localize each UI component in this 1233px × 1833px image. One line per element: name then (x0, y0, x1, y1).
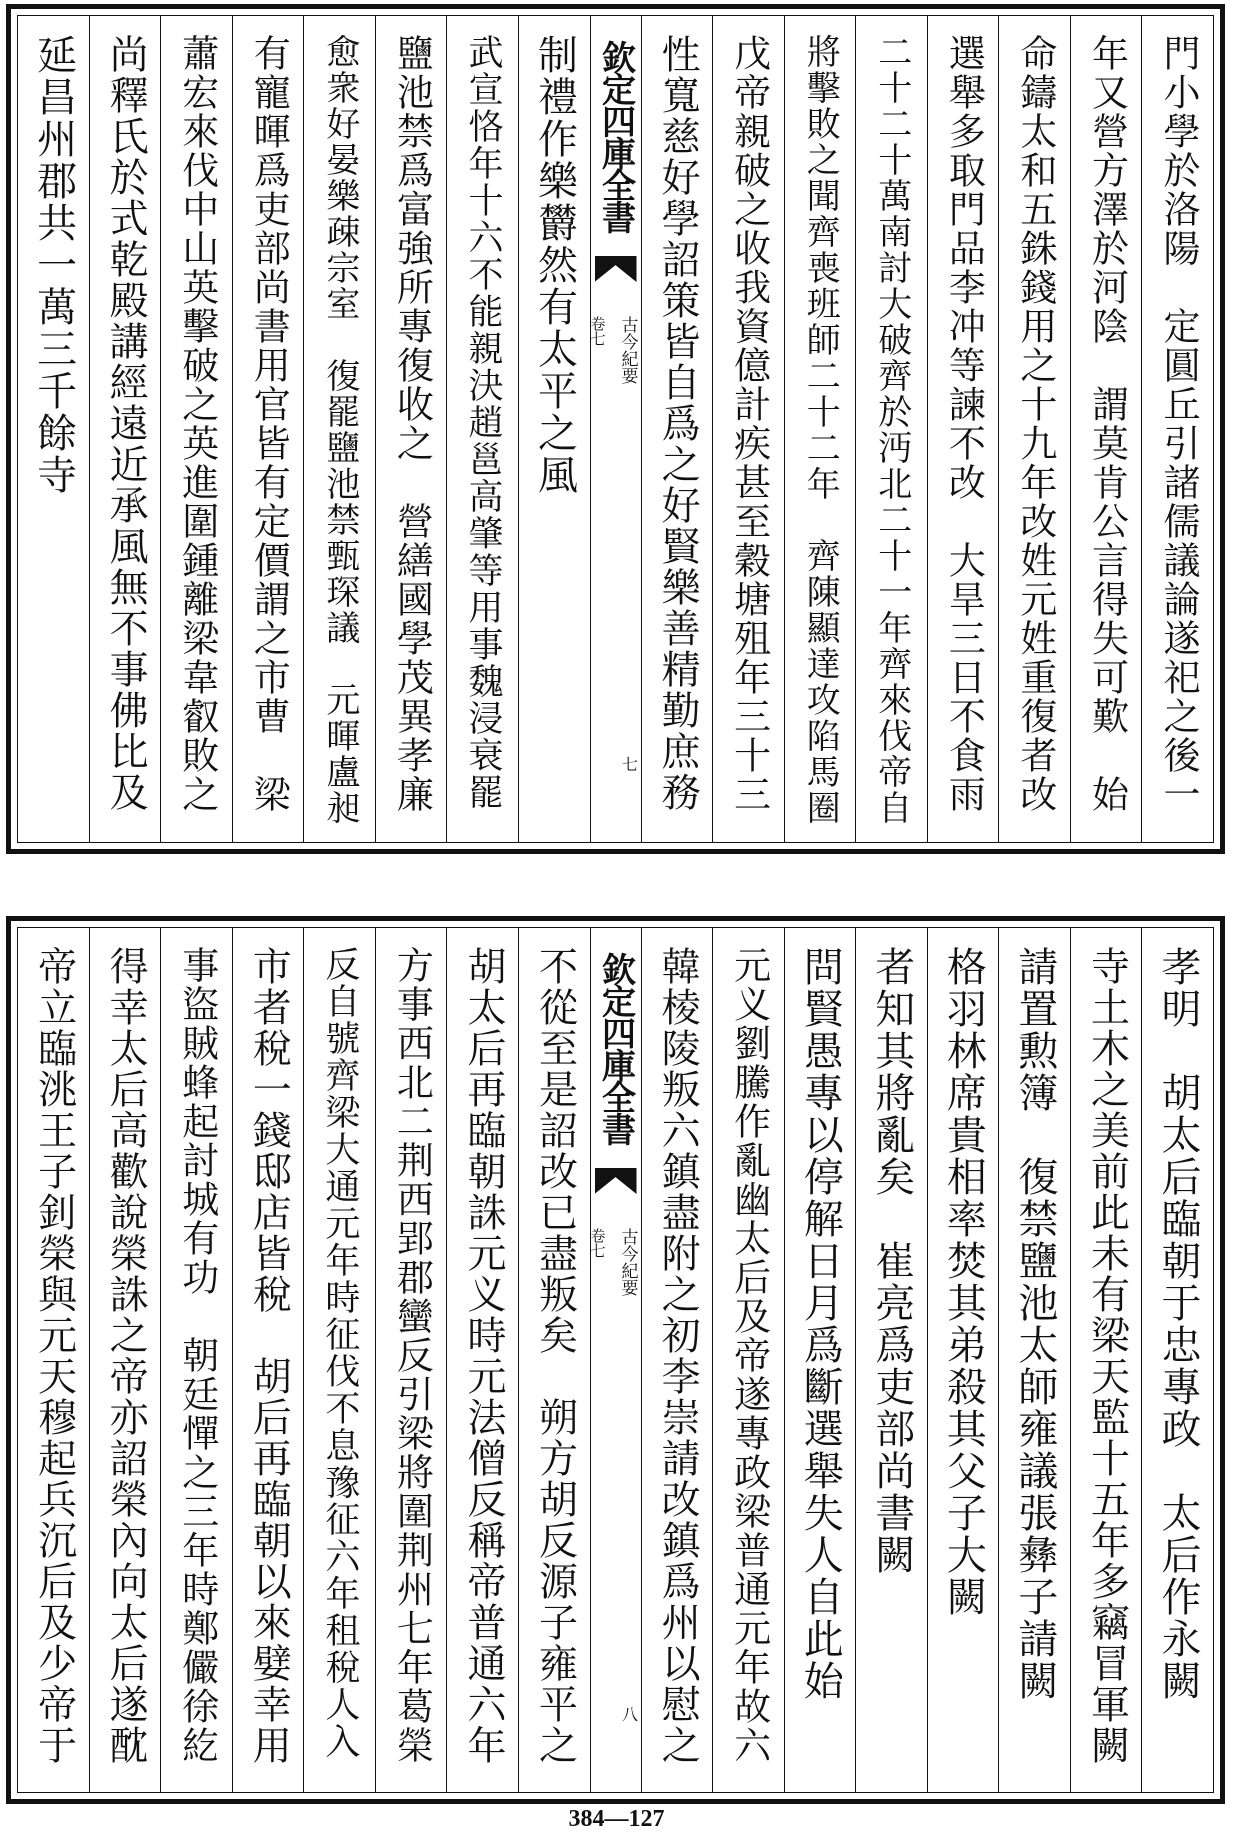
lower-columns (18, 928, 1213, 1792)
spine-title: 古今紀要 (617, 1228, 638, 1296)
text-column: 有寵暉爲吏部尚書用官皆有定價謂之市曹 梁 (232, 16, 304, 842)
spine-title: 古今紀要 (617, 316, 638, 384)
text-column: 門小學於洛陽 定圓丘引諸儒議論遂祀之後一 (1141, 16, 1213, 842)
center-spine (590, 928, 641, 1792)
text-column: 胡太后再臨朝誅元义時元法僧反稱帝普通六年 (446, 928, 518, 1792)
spine-page-number: 七 (619, 756, 639, 772)
text-column: 性寬慈好學詔策皆自爲之好賢樂善精勤庶務 (641, 16, 713, 842)
text-column: 市者稅一錢邸店皆稅 胡后再臨朝以來嬖幸用 (232, 928, 304, 1792)
text-column: 蕭宏來伐中山英擊破之英進圍鍾離梁韋叡敗之 (160, 16, 232, 842)
upper-page (6, 4, 1225, 854)
text-column: 尚釋氏於式乾殿講經遠近承風無不事佛比及 (89, 16, 161, 842)
text-column: 二十二十萬南討大破齊於沔北二十一年齊來伐帝自 (855, 16, 927, 842)
text-column: 帝立臨洮王子釗榮與元天穆起兵沉后及少帝于 (31, 946, 77, 1766)
fishtail-mark-icon (595, 256, 637, 282)
lower-page-frame (17, 927, 1214, 1793)
text-column: 孝明 胡太后臨朝于忠專政 太后作永闕 (1141, 928, 1213, 1792)
text-column: 反自號齊梁大通元年時征伐不息豫征六年租稅人入 (303, 928, 375, 1792)
text-column: 格羽林席貴相率焚其弟殺其父子大闕 (927, 928, 999, 1792)
text-column: 戊帝親破之收我資億計疾甚至穀塘殂年三十三 (712, 16, 784, 842)
text-column: 不從至是詔改已盡叛矣 朔方胡反源子雍平之 (518, 928, 590, 1792)
text-column: 延昌州郡共一萬三千餘寺 (30, 34, 77, 496)
text-column: 制禮作樂欝然有太平之風 (518, 16, 590, 842)
text-column: 將擊敗之聞齊喪班師二十二年 齊陳顯達攻陷馬圈 (784, 16, 856, 842)
text-column: 武宣恪年十六不能親決趙邕高肇等用事魏浸衰罷 (446, 16, 518, 842)
center-spine (590, 16, 641, 842)
text-column: 寺土木之美前此未有梁天監十五年多竊冒軍闕 (1070, 928, 1142, 1792)
spine-volume: 卷七 (588, 1228, 607, 1258)
fishtail-mark-icon (595, 1168, 637, 1194)
spine-volume: 卷七 (588, 316, 607, 346)
text-column: 愈衆好晏樂疎宗室 復罷鹽池禁甄琛議 元暉盧昶 (303, 16, 375, 842)
text-column: 元义劉騰作亂幽太后及帝遂專政梁普通元年故六 (712, 928, 784, 1792)
text-column: 選舉多取門品李冲等諫不改 大旱三日不食雨 (927, 16, 999, 842)
text-column: 命鑄太和五銖錢用之十九年改姓元姓重復者改 (998, 16, 1070, 842)
lower-page (6, 916, 1225, 1804)
upper-columns (18, 16, 1213, 842)
text-column: 事盜賊蜂起討城有功 朝廷憚之三年時鄭儼徐紇 (160, 928, 232, 1792)
spine-header: 欽定四庫全書 (595, 40, 636, 232)
text-column: 問賢愚專以停解日月爲斷選舉失人自此始 (784, 928, 856, 1792)
text-column: 請置勲簿 復禁鹽池太師雍議張彝子請闕 (998, 928, 1070, 1792)
text-column: 韓棱陵叛六鎮盡附之初李崇請改鎮爲州以慰之 (641, 928, 713, 1792)
upper-page-frame (17, 15, 1214, 843)
page-footer-number: 384—127 (568, 1806, 665, 1832)
text-column: 年又營方澤於河陰 謂莫肯公言得失可歎 始 (1070, 16, 1142, 842)
spine-page-number: 八 (619, 1706, 639, 1722)
text-column: 鹽池禁爲富強所專復收之 營繕國學茂異孝廉 (375, 16, 447, 842)
text-column: 方事西北二荆西郢郡蠻反引梁將圍荆州七年葛榮 (375, 928, 447, 1792)
text-column: 者知其將亂矣 崔亮爲吏部尚書闕 (855, 928, 927, 1792)
text-column: 得幸太后高歡說榮誅之帝亦詔榮內向太后遂酖 (89, 928, 161, 1792)
spine-header: 欽定四庫全書 (595, 952, 636, 1144)
